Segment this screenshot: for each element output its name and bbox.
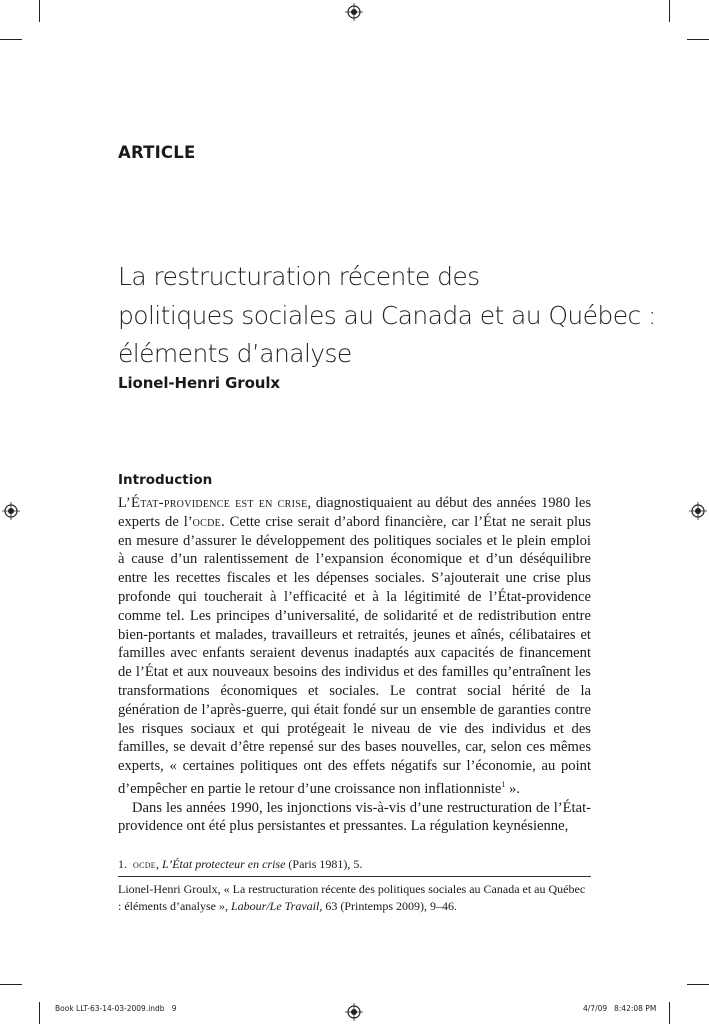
citation	[118, 881, 591, 914]
slug-date: 4/7/09	[583, 1004, 608, 1013]
crop-mark	[687, 39, 709, 40]
paragraph	[118, 494, 591, 799]
citation-text: , 63 (Printemps 2009), 9–46.	[319, 898, 457, 913]
footnote-number: 1.	[118, 857, 127, 871]
crop-mark	[669, 1002, 670, 1024]
registration-mark-icon	[689, 502, 707, 520]
crop-mark	[687, 984, 709, 985]
paragraph-text: . Cette crise serait d’abord financière, car l’État ne serait plus en mesure d’assurer le développement des politiques sociales et le plein emploi à cause d’un ralentissement de l’expansion économique et d’un déséquilibre entre les recettes fiscales et les dépenses sociales. S’ajouterait une crise plus profonde qui toucherait à l’efficacité et à la légitimité de l’État-providence comme tel. Les principes d’universalité, de solidarité et de redistribution entre bien-portants et malades, travailleurs et retraités, jeunes et aînés, célibataires et familles avec enfants seraient devenus inadaptés aux capacités de financement de l’État et aux nouveaux besoins des individus et des familles qu’entraînent les transformations économiques et sociales. Le contrat social hérité de la génération de l’après-guerre, qui était fondé sur un ensemble de garanties contre les risques sociaux et qui protégeait le niveau de vie des individus et des familles, se devait d’être repensé sur des bases nouvelles, car, selon ces mêmes experts, « certaines politiques ont des effets négatifs sur l’économie, au point d’empêcher en partie le retour d’une croissance non inflationniste	[118, 513, 591, 797]
lead-in-small-caps: L’État-providence est en crise	[118, 495, 308, 511]
crop-mark	[0, 39, 22, 40]
crop-mark	[39, 0, 40, 22]
footnote-title: L’État protecteur en crise	[161, 857, 286, 871]
citation-text: Lionel-Henri Groulx, « La restructuration récente des politiques sociales au Canada et au Québec : éléments d’analyse »,	[118, 882, 586, 913]
article-title-line: éléments d’analyse	[118, 339, 352, 368]
section-label: ARTICLE	[118, 143, 196, 162]
paragraph-text: , diagnostiquaient au début des années 1980 les experts de l’	[118, 495, 592, 530]
footnote-text: (Paris 1981), 5.	[285, 857, 363, 871]
crop-mark	[669, 0, 670, 22]
section-heading: Introduction	[118, 472, 213, 488]
article-title	[118, 258, 656, 374]
article-title-line: La restructuration récente des	[118, 262, 480, 291]
registration-mark-icon	[345, 3, 363, 21]
article-title-line: politiques sociales au Canada et au Québec :	[118, 300, 656, 330]
slug-time: 8:42:08 PM	[614, 1004, 657, 1013]
author-name: Lionel-Henri Groulx	[118, 374, 281, 392]
crop-mark	[0, 984, 22, 985]
journal-title: Labour/Le Travail	[230, 898, 320, 913]
registration-mark-icon	[2, 502, 20, 520]
slug-file: Book LLT-63-14-03-2009.indb 9	[55, 1004, 177, 1013]
crop-mark	[39, 1002, 40, 1024]
paragraph: Dans les années 1990, les injonctions vis-à-vis d’une restructuration de l’État-providence ont été plus persistantes et pressantes. La régulation keynésienne,	[118, 799, 591, 835]
registration-mark-icon	[345, 1003, 363, 1021]
divider	[118, 876, 591, 877]
footnote	[118, 856, 591, 872]
organization-acronym: ocde	[133, 857, 156, 871]
paragraph-text: ».	[505, 780, 520, 797]
body-text	[118, 494, 591, 836]
footnote-reference[interactable]: 1	[501, 779, 506, 789]
footnote-text: ,	[155, 857, 162, 871]
organization-acronym: ocde	[192, 513, 222, 530]
